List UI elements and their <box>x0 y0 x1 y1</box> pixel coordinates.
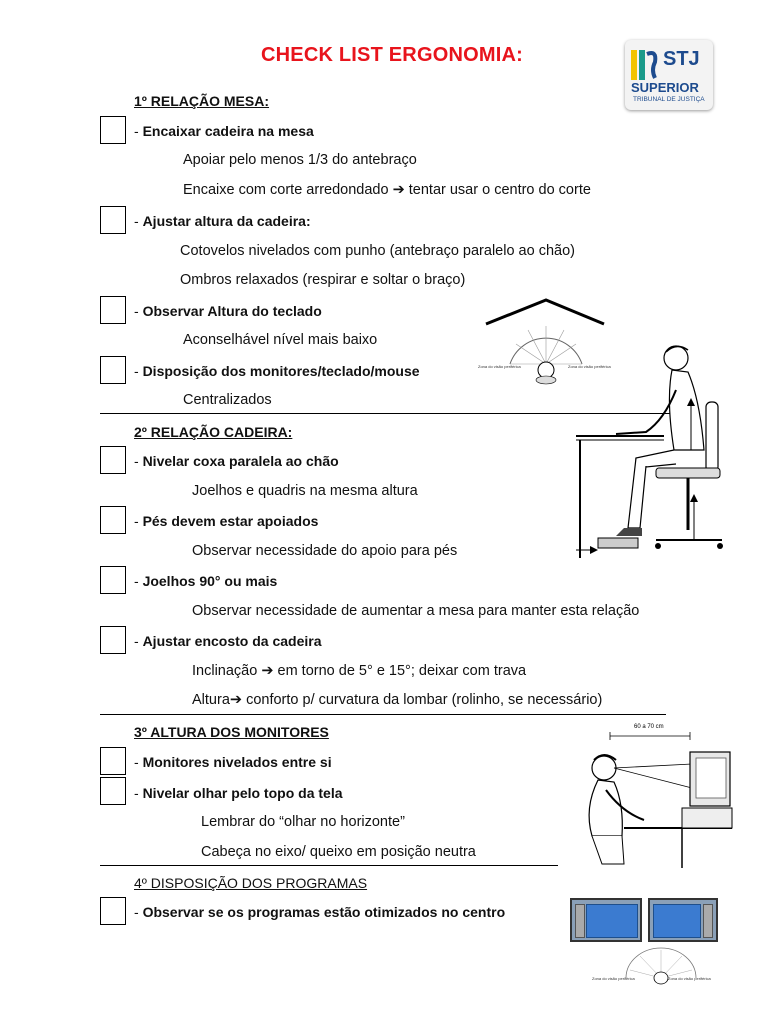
section-heading-1: 1º RELAÇÃO MESA: <box>134 93 270 109</box>
checkbox-nivelar-coxa[interactable] <box>100 446 126 474</box>
sub-ombros: Ombros relaxados (respirar e soltar o braço) <box>180 272 466 288</box>
bottom-left-label: Zona do visão periférica <box>592 976 635 981</box>
arrow-right-icon: ➔ <box>229 692 247 708</box>
item-altura-teclado: - Observar Altura do teclado <box>134 303 322 319</box>
item-pes-apoiados: - Pés devem estar apoiados <box>134 513 319 529</box>
monitor-right-icon <box>648 898 718 942</box>
checkbox-programas-centro[interactable] <box>100 897 126 925</box>
monitor-left-icon <box>570 898 642 942</box>
sub-centralizados: Centralizados <box>183 392 272 408</box>
item-ajustar-encosto: - Ajustar encosto da cadeira <box>134 633 322 649</box>
checkbox-altura-teclado[interactable] <box>100 296 126 324</box>
seated-posture-illustration <box>576 340 736 560</box>
item-nivelar-coxa: - Nivelar coxa paralela ao chão <box>134 453 339 469</box>
sub-nivel-baixo: Aconselhável nível mais baixo <box>183 332 378 348</box>
logo-line1: SUPERIOR <box>631 80 699 95</box>
distance-label: 60 a 70 cm <box>634 724 664 730</box>
sub-cabeca-eixo: Cabeça no eixo/ queixo em posição neutra <box>201 844 476 860</box>
sub-aumentar-mesa: Observar necessidade de aumentar a mesa para manter esta relação <box>192 603 640 619</box>
item-ajustar-altura-cadeira: - Ajustar altura da cadeira: <box>134 213 311 229</box>
item-joelhos-90: - Joelhos 90° ou mais <box>134 573 278 589</box>
checkbox-disposicao-monitores[interactable] <box>100 356 126 384</box>
checkbox-ajustar-altura-cadeira[interactable] <box>100 206 126 234</box>
stj-emblem-icon <box>629 48 659 84</box>
divider <box>100 714 666 715</box>
sub-altura-conforto: Altura➔ conforto p/ curvatura da lombar (rolinho, se necessário) <box>192 692 603 708</box>
checkbox-ajustar-encosto[interactable] <box>100 626 126 654</box>
stj-logo <box>625 40 713 110</box>
item-monitores-nivelados: - Monitores nivelados entre si <box>134 754 332 770</box>
bottom-right-label: Zona do visão periférica <box>668 976 711 981</box>
checkbox-encaixar-cadeira[interactable] <box>100 116 126 144</box>
item-disposicao-monitores: - Disposição dos monitores/teclado/mouse <box>134 363 420 379</box>
page-title: CHECK LIST ERGONOMIA: <box>261 44 523 66</box>
sub-cotovelos: Cotovelos nivelados com punho (antebraço paralelo ao chão) <box>180 243 575 259</box>
arrow-right-icon: ➔ <box>257 663 278 679</box>
section-heading-3: 3º ALTURA DOS MONITORES <box>134 724 329 740</box>
sub-apoio-pes: Observar necessidade do apoio para pés <box>192 543 458 559</box>
checkbox-pes-apoiados[interactable] <box>100 506 126 534</box>
checkbox-olhar-topo[interactable] <box>100 777 126 805</box>
monitor-height-illustration <box>562 728 732 868</box>
arc-left-label: Zona do visão periférica <box>478 364 521 369</box>
checkbox-monitores-nivelados[interactable] <box>100 747 126 775</box>
logo-acronym: STJ <box>663 48 700 70</box>
sub-olhar-horizonte: Lembrar do “olhar no horizonte” <box>201 814 405 830</box>
section-heading-2: 2º RELAÇÃO CADEIRA: <box>134 424 293 440</box>
checkbox-joelhos-90[interactable] <box>100 566 126 594</box>
item-encaixar-cadeira: - Encaixar cadeira na mesa <box>134 123 314 139</box>
arc-right-label: Zona do visão periférica <box>568 364 611 369</box>
logo-line2: TRIBUNAL DE JUSTIÇA <box>633 96 705 103</box>
arrow-right-icon: ➔ <box>388 182 409 198</box>
item-programas-centro: - Observar se os programas estão otimizados no centro <box>134 904 506 920</box>
sub-inclinacao: Inclinação ➔ em torno de 5° e 15°; deixar com trava <box>192 663 527 679</box>
item-olhar-topo: - Nivelar olhar pelo topo da tela <box>134 785 343 801</box>
sub-joelhos-quadris: Joelhos e quadris na mesma altura <box>192 483 418 499</box>
sub-encaixe-corte: Encaixe com corte arredondado ➔ tentar usar o centro do corte <box>183 182 591 198</box>
section-heading-4: 4º DISPOSIÇÃO DOS PROGRAMAS <box>134 875 368 891</box>
sub-apoiar-antebraco: Apoiar pelo menos 1/3 do antebraço <box>183 152 417 168</box>
divider <box>100 865 558 866</box>
